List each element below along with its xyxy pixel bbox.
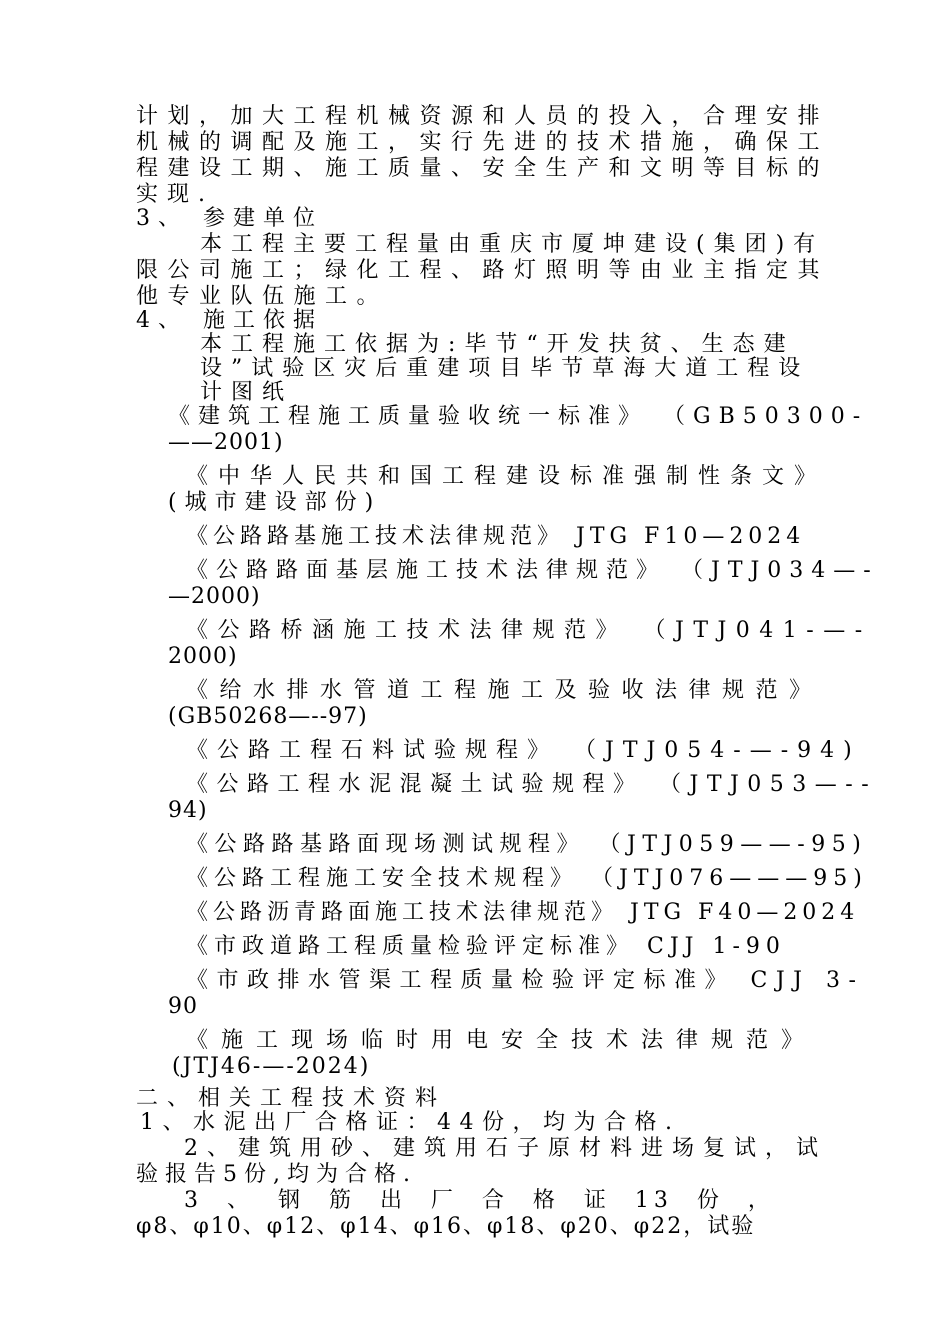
standard-14-line-2: (JTJ46-—-2024)	[172, 1054, 371, 1079]
standard-4-line-2: —2000)	[168, 584, 261, 609]
section-3-para-line-2: 限公司施工；绿化工程、路灯照明等由业主指定其	[136, 258, 830, 283]
section-4-para-line-2: 设”试验区灾后重建项目毕节草海大道工程设	[200, 356, 810, 381]
section-2-item-2-line-1: 2、建筑用砂、建筑用石子原材料进场复试，试	[184, 1136, 827, 1161]
standard-6-line-1: 《给水排水管道工程施工及验收法律规范》	[186, 678, 823, 703]
standard-13-line-2: 90	[168, 994, 198, 1019]
standard-5-line-1: 《公路桥涵施工技术法律规范》 （JTJ041-—-	[186, 618, 872, 643]
section-3-para-line-3: 他专业队伍施工。	[136, 284, 389, 309]
intro-line-4: 实现.	[136, 182, 214, 207]
standard-14-line-1: 《施工现场临时用电安全技术法律规范》	[186, 1028, 817, 1053]
standard-11-line-1: 《公路沥青路面施工技术法律规范》 JTG F40—2024	[186, 900, 860, 925]
intro-line-3: 程建设工期、施工质量、安全生产和文明等目标的	[136, 156, 830, 181]
standard-12-line-1: 《市政道路工程质量检验评定标准》 CJJ 1-90	[186, 934, 786, 959]
standard-6-line-2: (GB50268—--97)	[168, 704, 368, 729]
intro-line-2: 机械的调配及施工，实行先进的技术措施，确保工	[136, 130, 830, 155]
standard-7-line-1: 《公路工程石料试验规程》 （JTJ054-—-94)	[186, 738, 861, 763]
section-4-para-line-1: 本工程施工依据为:毕节“开发扶贫、生态建	[200, 332, 795, 357]
standard-9-line-1: 《公路路基路面现场测试规程》 （JTJ059——-95)	[186, 832, 868, 857]
standard-4-line-1: 《公路路面基层施工技术法律规范》 （JTJ034—-	[186, 558, 879, 583]
section-4-heading: 4、 施工依据	[136, 308, 323, 333]
section-4-para-line-3: 计图纸	[200, 380, 294, 405]
standard-8-line-2: 94)	[168, 798, 208, 823]
standard-2-line-2: (城市建设部份)	[168, 490, 382, 515]
standard-1-line-2: ——2001)	[168, 430, 284, 455]
section-2-heading: 二、相关工程技术资料	[136, 1086, 447, 1111]
standard-8-line-1: 《公路工程水泥混凝土试验规程》 （JTJ053—--	[186, 772, 878, 797]
section-2-item-2-line-2: 验报告5份,均为合格.	[136, 1162, 417, 1187]
intro-line-1: 计划，加大工程机械资源和人员的投入，合理安排	[136, 104, 830, 129]
standard-13-line-1: 《市政排水管渠工程质量检验评定标准》 CJJ 3-	[186, 968, 865, 993]
section-2-item-1: 1、水泥出厂合格证：44份，均为合格.	[140, 1110, 681, 1135]
section-2-item-3-line-2: φ8、φ10、φ12、φ14、φ16、φ18、φ20、φ22，试验	[136, 1214, 756, 1239]
section-3-heading: 3、 参建单位	[136, 206, 323, 231]
standard-2-line-1: 《中华人民共和国工程建设标准强制性条文》	[186, 464, 827, 489]
standard-1-line-1: 《建筑工程施工质量验收统一标准》 （GB50300-	[168, 404, 869, 429]
standard-3-line-1: 《公路路基施工技术法律规范》 JTG F10—2024	[186, 524, 806, 549]
standard-10-line-1: 《公路工程施工安全技术规程》 （JTJ076———95)	[186, 866, 868, 891]
section-2-item-3-line-1: 3 、 钢 筋 出 厂 合 格 证 13 份 ，	[184, 1188, 775, 1213]
standard-5-line-2: 2000)	[168, 644, 238, 669]
section-3-para-line-1: 本工程主要工程量由重庆市厦坤建设(集团)有	[200, 232, 825, 257]
